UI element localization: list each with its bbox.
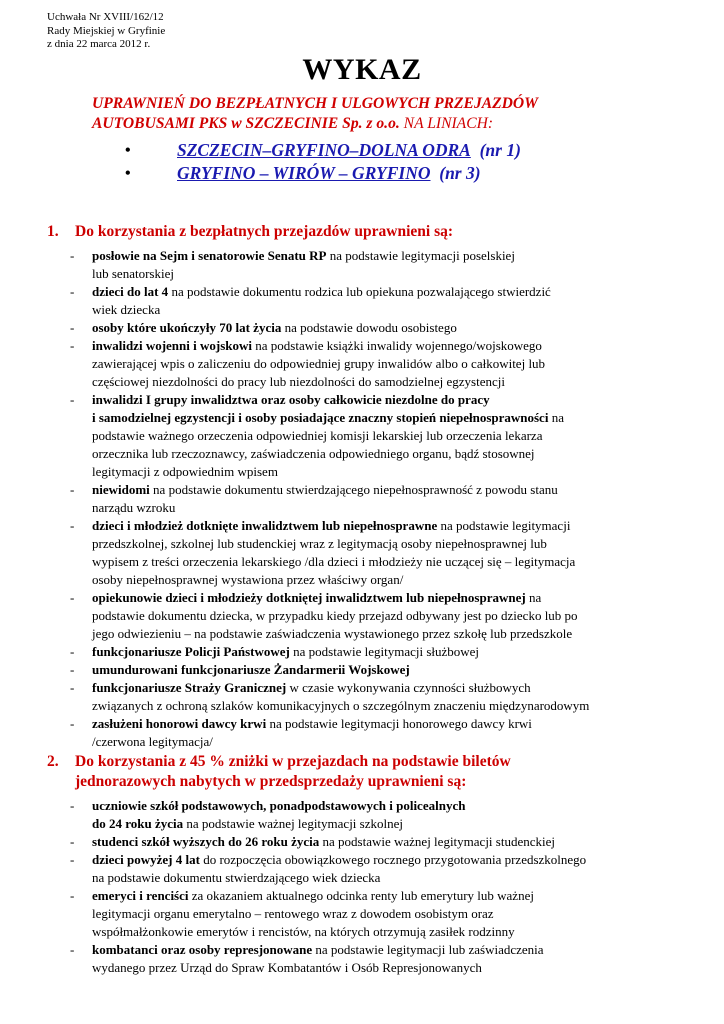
- subtitle-line-2: AUTOBUSAMI PKS w SZCZECINIE Sp. z o.o. NA LINIACH:: [92, 115, 494, 132]
- route-number: (nr 1): [479, 140, 521, 160]
- section-title: Do korzystania z 45 % zniżki w przejazdach na podstawie biletów jednorazowych nabytych w przedsprzedaży uprawnieni są:: [75, 753, 511, 790]
- dash-icon: -: [70, 662, 75, 677]
- dash-icon: -: [70, 284, 75, 299]
- page-title: WYKAZ: [302, 53, 422, 86]
- document-subtitle: [92, 94, 538, 134]
- section-number: 2.: [47, 753, 59, 770]
- dash-icon: -: [70, 716, 75, 731]
- list-item: - emeryci i renciści za okazaniem aktualnego odcinka renty lub emerytury lub ważnej legitymacji organu emerytalno – rentowego wraz z dowodem osobistym oraz współmałżonkowie emerytów i rencistów, na których otrzymują zasiłek rodzinny: [70, 888, 534, 939]
- resolution-date: z dnia 22 marca 2012 r.: [47, 38, 151, 50]
- dash-icon: -: [70, 888, 75, 903]
- list-item: - niewidomi na podstawie dokumentu stwierdzającego niepełnosprawność z powodu stanu narządu wzroku: [70, 482, 558, 515]
- section-2-list: [70, 797, 700, 977]
- list-item: - umundurowani funkcjonariusze Żandarmerii Wojskowej: [70, 662, 410, 677]
- list-item: - kombatanci oraz osoby represjonowane na podstawie legitymacji lub zaświadczenia wydanego przez Urząd do Spraw Kombatantów i Osób Represjonowanych: [70, 942, 544, 975]
- list-item: - inwalidzi I grupy inwalidztwa oraz osoby całkowicie niezdolne do pracy i samodzielnej egzystencji i osoby posiadające znaczny stopień niepełnosprawności na podstawie ważnego orzeczenia odpowiedniej komisji lekarskiej lub orzeczenia lekarza orzecznika lub rzeczoznawcy, zaświadczenia odpowiedniego organu, bądź stosownej legitymacji z odpowiednim wpisem: [70, 392, 564, 479]
- route-name: SZCZECIN–GRYFINO–DOLNA ODRA: [177, 140, 471, 160]
- list-item: - funkcjonariusze Straży Granicznej w czasie wykonywania czynności służbowych związanych z ochroną szlaków komunikacyjnych o szczególnym znaczeniu międzynarodowym: [70, 680, 590, 713]
- dash-icon: -: [70, 798, 75, 813]
- route-number: (nr 3): [439, 163, 481, 183]
- list-item: - opiekunowie dzieci i młodzieży dotkniętej inwalidztwem lub niepełnosprawnej na podstawie dokumentu dziecka, w przypadku kiedy przejazd odbywany jest po dziecko lub po jego odwiezieniu – na podstawie zaświadczenia wystawionego przez szkołę lub przedszkole: [70, 590, 578, 641]
- list-item: - osoby które ukończyły 70 lat życia na podstawie dowodu osobistego: [70, 320, 457, 335]
- list-item: - studenci szkół wyższych do 26 roku życia na podstawie ważnej legitymacji studenckiej: [70, 834, 555, 849]
- dash-icon: -: [70, 518, 75, 533]
- dash-icon: -: [70, 482, 75, 497]
- bullet-icon: •: [125, 142, 131, 159]
- dash-icon: -: [70, 338, 75, 353]
- dash-icon: -: [70, 392, 75, 407]
- route-name: GRYFINO – WIRÓW – GRYFINO: [177, 163, 431, 183]
- dash-icon: -: [70, 590, 75, 605]
- dash-icon: -: [70, 320, 75, 335]
- resolution-number: Uchwała Nr XVIII/162/12: [47, 11, 164, 23]
- bullet-icon: •: [125, 165, 131, 182]
- list-item: - dzieci i młodzież dotknięte inwalidztwem lub niepełnosprawne na podstawie legitymacji przedszkolnej, szkolnej lub studenckiej wraz z legitymacją osoby niepełnosprawnej lub wypisem z treści orzeczenia lekarskiego /dla dzieci i młodzieży nie uczącej się – legitymacja osoby niepełnosprawnej wystawiona przez właściwy organ/: [70, 518, 576, 587]
- list-item: - dzieci powyżej 4 lat do rozpoczęcia obowiązkowego rocznego przygotowania przedszkolnego na podstawie dokumentu stwierdzającego wiek dziecka: [70, 852, 587, 885]
- list-item: - dzieci do lat 4 na podstawie dokumentu rodzica lub opiekuna pozwalającego stwierdzić wiek dziecka: [70, 284, 551, 317]
- council-name: Rady Miejskiej w Gryfinie: [47, 24, 166, 37]
- dash-icon: -: [70, 834, 75, 849]
- resolution-header: [47, 11, 165, 52]
- subtitle-line-1: UPRAWNIEŃ DO BEZPŁATNYCH I ULGOWYCH PRZEJAZDÓW: [92, 95, 539, 112]
- dash-icon: -: [70, 644, 75, 659]
- section-title: Do korzystania z bezpłatnych przejazdów uprawnieni są:: [75, 223, 454, 240]
- list-item: - zasłużeni honorowi dawcy krwi na podstawie legitymacji honorowego dawcy krwi /czerwona legitymacja/: [70, 716, 532, 749]
- list-item: - uczniowie szkół podstawowych, ponadpodstawowych i policealnych do 24 roku życia na podstawie ważnej legitymacji szkolnej: [70, 798, 466, 831]
- dash-icon: -: [70, 852, 75, 867]
- list-item: - funkcjonariusze Policji Państwowej na podstawie legitymacji służbowej: [70, 644, 480, 659]
- list-item: - inwalidzi wojenni i wojskowi na podstawie książki inwalidy wojennego/wojskowego zawierającej wpis o zaliczeniu do odpowiedniej grupy inwalidów albo o całkowitej lub częściowej niezdolności do pracy lub niezdolności do samodzielnej egzystencji: [70, 338, 546, 389]
- dash-icon: -: [70, 942, 75, 957]
- dash-icon: -: [70, 248, 75, 263]
- dash-icon: -: [70, 680, 75, 695]
- section-1-list: [70, 247, 700, 751]
- section-number: 1.: [47, 223, 59, 240]
- list-item: - posłowie na Sejm i senatorowie Senatu RP na podstawie legitymacji poselskiej lub senatorskiej: [70, 248, 515, 281]
